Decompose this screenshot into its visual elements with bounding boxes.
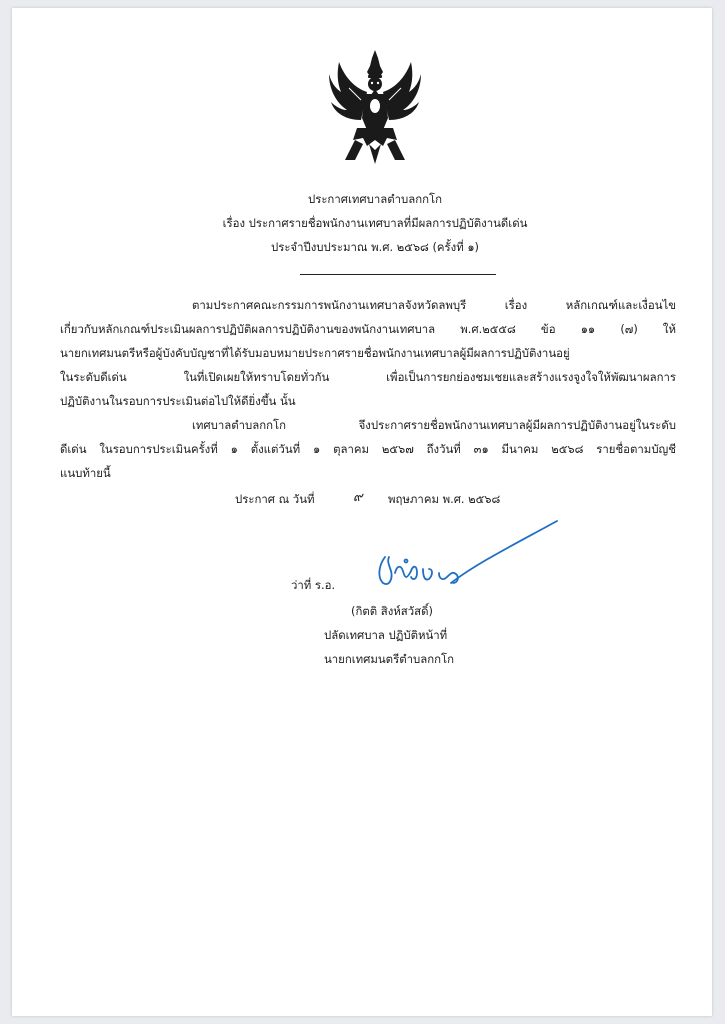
header-divider [300, 274, 496, 275]
document-page [12, 8, 712, 1016]
paragraph-1-line-5: ปฏิบัติงานในรอบการประเมินต่อไปให้ดียิ่งขึ้น นั้น [60, 394, 296, 408]
paragraph-1-line-1: ตามประกาศคณะกรรมการพนักงานเทศบาลจังหวัดลพบุรี เรื่อง หลักเกณฑ์และเงื่อนไข [192, 298, 676, 312]
announce-prefix: ประกาศ ณ วันที่ [235, 492, 315, 506]
announcement-fiscal-year: ประจำปีงบประมาณ พ.ศ. ๒๕๖๘ (ครั้งที่ ๑) [270, 240, 480, 254]
paragraph-2-line-1: เทศบาลตำบลกกโก จึงประกาศรายชื่อพนักงานเทศบาลผู้มีผลการปฏิบัติงานอยู่ในระดับ [192, 418, 676, 432]
signer-name: (กิตติ สิงห์สวัสดิ์) [351, 604, 433, 618]
paragraph-2-line-2: ดีเด่น ในรอบการประเมินครั้งที่ ๑ ตั้งแต่วันที่ ๑ ตุลาคม ๒๕๖๗ ถึงวันที่ ๓๑ มีนาคม ๒๕๖๘ รายชื่อตามบัญชี [60, 442, 676, 456]
paragraph-1-line-2: เกี่ยวกับหลักเกณฑ์ประเมินผลการปฏิบัติผลการปฏิบัติงานของพนักงานเทศบาล พ.ศ.๒๕๕๘ ข้อ ๑๑ (๗) ให้ [60, 322, 676, 336]
acting-rank-label: ว่าที่ ร.อ. [291, 578, 336, 592]
paragraph-1-line-4: ในระดับดีเด่น ในที่เปิดเผยให้ทราบโดยทั่วกัน เพื่อเป็นการยกย่องชมเชยและสร้างแรงจูงใจให้พัฒนาผลการ [60, 370, 676, 384]
announcement-title: ประกาศเทศบาลตำบลกกโก [307, 192, 443, 206]
announcement-subject: เรื่อง ประกาศรายชื่อพนักงานเทศบาลที่มีผลการปฏิบัติงานดีเด่น [222, 216, 528, 230]
paragraph-2-line-3: แนบท้ายนี้ [60, 466, 111, 480]
garuda-emblem-icon [325, 48, 425, 166]
paragraph-1-line-3: นายกเทศมนตรีหรือผู้บังคับบัญชาที่ได้รับมอบหมายประกาศรายชื่อพนักงานเทศบาลผู้มีผลการปฏิบัติงานอยู่ [60, 346, 570, 360]
announce-day: ๙ [353, 490, 363, 505]
signer-position-2: นายกเทศมนตรีตำบลกกโก [324, 652, 455, 666]
announce-month-year: พฤษภาคม พ.ศ. ๒๕๖๘ [388, 492, 501, 506]
signer-position-1: ปลัดเทศบาล ปฏิบัติหน้าที่ [324, 628, 448, 642]
handwritten-signature-icon [367, 513, 567, 603]
